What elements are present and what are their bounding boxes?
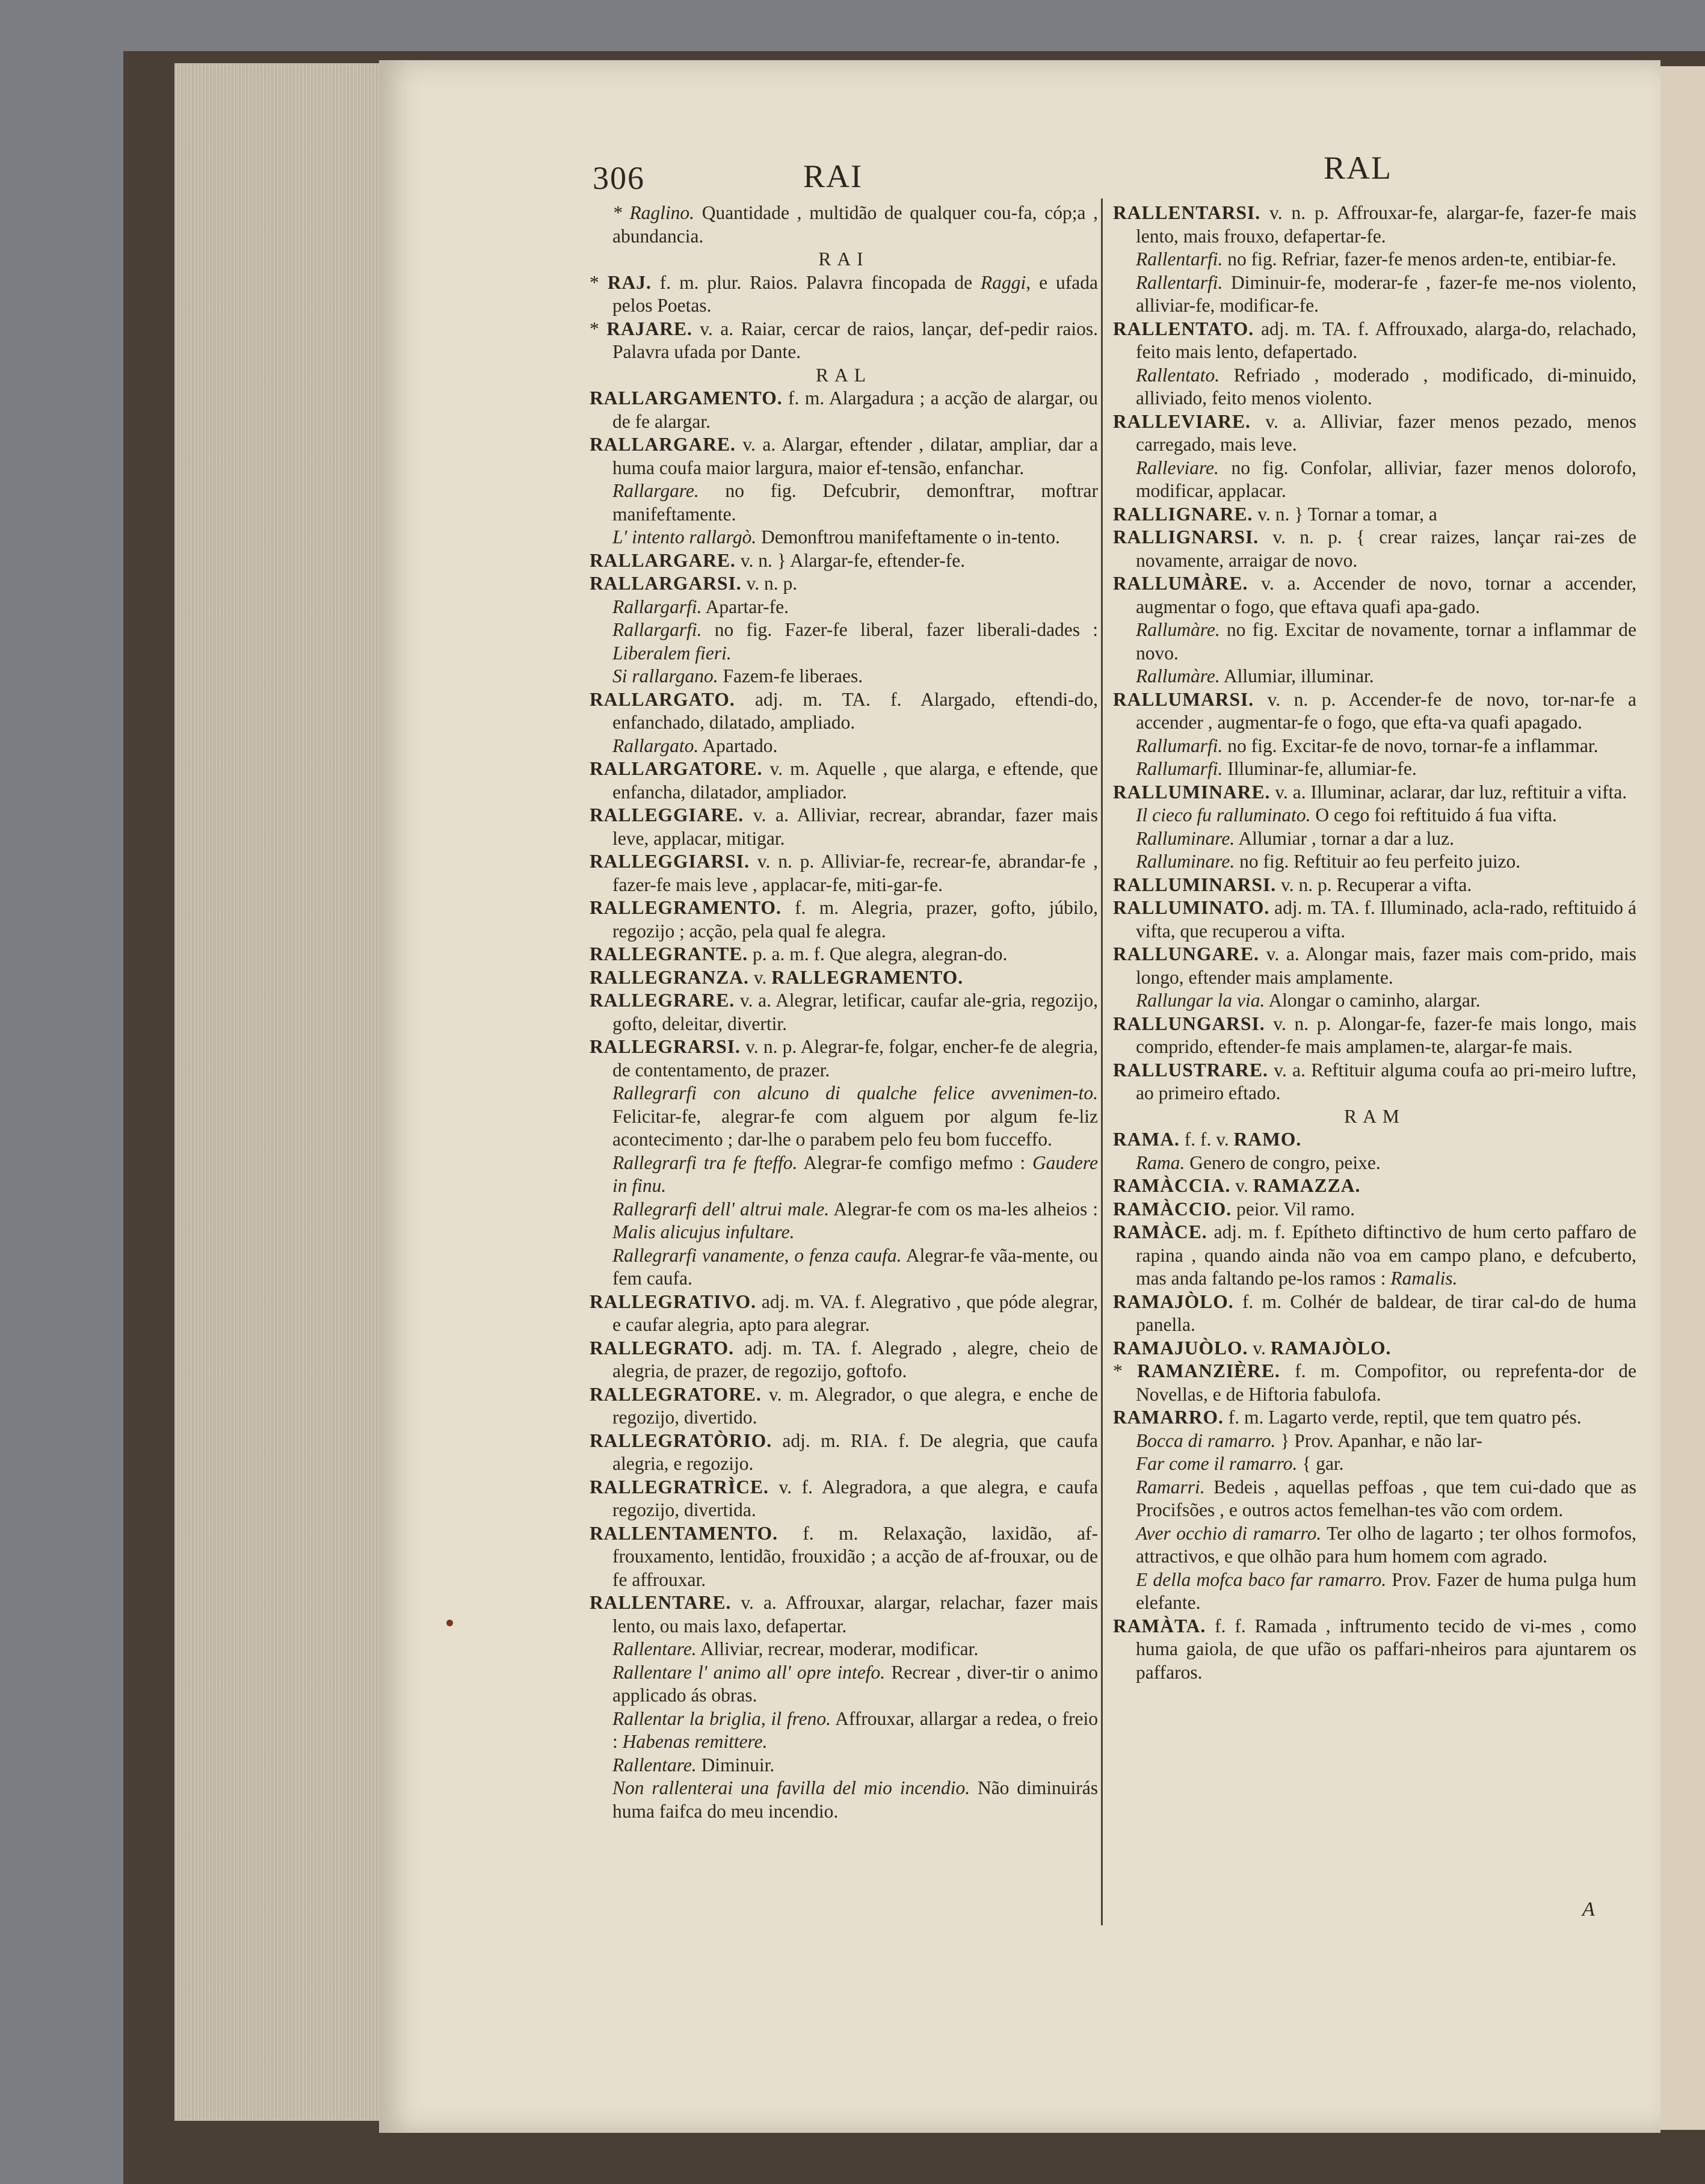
dictionary-entry [590,966,1098,990]
entry-text: f. m. Colhér de baldear, de tirar cal-do de huma panella. [1136,1291,1636,1335]
entry-text: Diminuir. [696,1754,775,1775]
entry-sense [1113,364,1636,410]
entry-text: no fig. Refriar, fazer-fe menos arden-te, entibiar-fe. [1222,248,1617,270]
entry-text: v. m. Alegrador, o que alegra, e enche de regozijo, divertido. [612,1383,1098,1428]
dictionary-entry [1113,1128,1636,1152]
dictionary-entry [1113,943,1636,989]
italic-phrase: Rallumàre. [1136,619,1220,640]
headword: RALLEGRATÒRIO. [590,1430,772,1451]
headword: RALLEGRATO. [590,1337,735,1359]
headword: RALLIGNARE. [1113,503,1253,525]
italic-phrase: Rallentarfi. [1136,271,1223,293]
headword: RALLUNGARSI. [1113,1013,1265,1034]
entry-text: * [590,271,608,293]
entry-text: * [590,318,607,339]
dictionary-entry [1113,202,1636,248]
dictionary-entry [590,688,1098,735]
entry-sense [590,665,1098,688]
entry-text: v. [1248,1337,1271,1359]
italic-phrase: Gaudere in finu. [612,1152,1098,1196]
entry-sense [590,202,1098,248]
headword: RAMARRO. [1113,1407,1224,1428]
dictionary-entry [590,1476,1098,1522]
italic-phrase: Rallargato. [612,735,699,756]
entry-text: v. a. Accender de novo, tornar a accender, augmentar o fogo, que eftava quafi apa-gado. [1136,573,1636,617]
entry-sense [1113,735,1636,758]
entry-text: Prov. Fazer de huma pulga hum elefante. [1136,1569,1636,1613]
entry-text: v. n. p. Affrouxar-fe, alargar-fe, fazer-fe mais lento, mais frouxo, defapertar-fe. [1136,202,1636,247]
entry-text: v. [748,966,772,988]
italic-phrase: Rallargarfi. [612,619,702,640]
headword: RALLUNGARE. [1113,943,1259,964]
entry-sense [1113,1452,1636,1476]
dictionary-entry [590,1383,1098,1430]
entry-text: Alongar o caminho, alargar. [1265,990,1481,1011]
ink-spot [446,1620,453,1626]
headword: RALLARGATO. [590,688,735,710]
entry-text: O cego foi reftituido á fua vifta. [1310,804,1557,825]
italic-phrase: Ralleviare. [1136,457,1219,478]
entry-sense [590,735,1098,758]
entry-text: adj. m. RIA. f. De alegria, que caufa alegria, e regozijo. [612,1430,1098,1474]
headword: RALLARGAMENTO. [590,387,783,409]
entry-text: v. n. p. Accender-fe de novo, tor-nar-fe a accender , augmentar-fe o fogo, que efta-va quafi apagado. [1136,688,1636,733]
dictionary-entry [1113,781,1636,804]
entry-sense [1113,271,1636,318]
dictionary-entry [590,271,1098,318]
headword: RAMA. [1113,1129,1180,1150]
entry-text: f. m. Compofitor, ou reprefenta-dor de Novellas, e de Hiftoria fabulofa. [1136,1360,1636,1405]
headword: RALLARGARE. [590,434,736,455]
headword: RAJARE. [606,318,692,339]
headword: RALLEGRANTE. [590,943,748,964]
headword: RALLUMINATO. [1113,897,1270,918]
entry-sense [590,1661,1098,1707]
entry-text: v. n. p. Alliviar-fe, recrear-fe, abrandar-fe , fazer-fe mais leve , applacar-fe, miti-gar-fe. [612,851,1098,895]
entry-sense [590,1638,1098,1661]
italic-phrase: Rallegrarfi dell' altrui male. [612,1198,830,1220]
entry-text: RAL [816,364,872,386]
entry-sense [590,1777,1098,1823]
entry-sense [1113,1569,1636,1615]
entry-sense [590,1707,1098,1754]
entry-sense [590,480,1098,526]
italic-phrase: E della mofca baco far ramarro. [1136,1569,1387,1590]
headword: RALLUMARSI. [1113,688,1254,710]
dictionary-entry [1113,318,1636,364]
entry-text: v. n. } Alargar-fe, eftender-fe. [735,549,966,571]
entry-text: Alegrar-fe com os ma-les alheios : [829,1198,1099,1220]
entry-text: v. m. Aquelle , que alarga, e eftende, que enfancha, dilatador, ampliador. [612,758,1098,803]
headword: RALLUMINARE. [1113,781,1271,803]
entry-text: Alliviar, recrear, moderar, modificar. [696,1638,979,1659]
dictionary-entry [1113,688,1636,735]
entry-text: no fig. Excitar-fe de novo, tornar-fe a inflammar. [1222,735,1599,756]
headword: RAJ. [607,271,652,293]
entry-sense [590,618,1098,665]
facing-page-edge [1660,66,1705,2130]
entry-text: v. a. Raiar, cercar de raios, lançar, def-pedir raios. Palavra ufada por Dante. [612,318,1099,362]
entry-text: Allumiar , tornar a dar a luz. [1235,827,1454,849]
entry-text: RAI [818,248,869,270]
dictionary-entry [590,1337,1098,1383]
entry-text: v. n. p. { crear raizes, lançar rai-zes de novamente, arraigar de novo. [1136,526,1636,571]
italic-phrase: Rallentare. [612,1638,697,1659]
headword: RALLARGARE. [590,549,736,571]
entry-text: Ter olho de lagarto ; ter olhos formofos, attractivos, e que olhão para hum homem com agrado. [1136,1522,1636,1567]
entry-text: v. a. Reftituir alguma coufa ao pri-meiro luftre, ao primeiro eftado. [1136,1059,1636,1103]
headword: RALLEGRAMENTO. [771,966,964,988]
headword: RALLEGGIARE. [590,804,744,825]
entry-text: f. m. Lagarto verde, reptil, que tem quatro pés. [1223,1407,1582,1428]
entry-text: no fig. Defcubrir, demonftrar, moftrar manifeftamente. [612,480,1098,525]
italic-phrase: Rallegrarfi con alcuno di qualche felice avvenimen-to. [612,1082,1098,1103]
dictionary-entry [1113,1291,1636,1337]
column-rule [1101,199,1103,1925]
italic-phrase: Rallegrarfi vanamente, o fenza caufa. [612,1244,902,1266]
headword: RALLEVIARE. [1113,410,1251,432]
entry-text: p. a. m. f. Que alegra, alegran-do. [748,943,1008,964]
entry-text: Bedeis , aquellas peffoas , que tem cui-dado que as Procifsões , e outros actos femelhan-tes vão com ordem. [1136,1476,1636,1520]
entry-text: v. a. Illuminar, aclarar, dar luz, reftituir a vifta. [1270,781,1627,803]
entry-text: v. n. p. Recuperar a vifta. [1276,874,1472,895]
dictionary-entry [590,1522,1098,1592]
italic-phrase: Rallentare l' animo all' opre intefo. [612,1661,886,1683]
entry-text: adj. m. TA. f. Illuminado, acla-rado, reftituido á vifta, que recuperou a vifta. [1136,897,1636,942]
entry-sense [1113,1522,1636,1569]
entry-sense [1113,457,1636,503]
headword: RALLIGNARSI. [1113,526,1259,548]
entry-sense [590,1244,1098,1291]
headword: RALLEGRATIVO. [590,1291,756,1312]
entry-text: Demonftrou manifeftamente o in-tento. [756,526,1060,548]
italic-phrase: L' intento rallargò. [612,526,757,548]
dictionary-entry [590,1430,1098,1476]
dictionary-entry [590,318,1098,364]
entry-text: f. f. v. [1179,1129,1234,1150]
italic-phrase: Il cieco fu ralluminato. [1136,804,1311,825]
headword: RALLEGRARSI. [590,1036,741,1057]
headword: RALLENTARSI. [1113,202,1261,223]
headword: RAMÀTA. [1113,1615,1206,1636]
italic-phrase: Rallargare. [612,480,699,501]
entry-text: Allumiar, illuminar. [1219,665,1374,686]
dictionary-entry [590,1035,1098,1082]
entry-text: Fazem-fe liberaes. [718,665,863,686]
entry-sense [1113,1430,1636,1453]
headword: RAMÀCCIO. [1113,1198,1232,1220]
entry-text: Affrouxar, allargar a redea, o freio : [612,1707,1099,1752]
italic-phrase: Far come il ramarro. [1136,1453,1298,1474]
section-heading [1113,1105,1636,1129]
entry-text: v. a. Affrouxar, alargar, relachar, fazer mais lento, ou mais laxo, defapertar. [612,1592,1098,1636]
entry-text: Recrear , diver-tir o animo applicado ás obras. [612,1661,1098,1706]
dictionary-entry [1113,1337,1636,1360]
headword: RALLEGRATRÌCE. [590,1476,769,1498]
headword: RAMAZZA. [1253,1175,1361,1196]
entry-sense [1113,804,1636,827]
headword: RALLENTAMENTO. [590,1522,779,1544]
entry-text: Illuminar-fe, allumiar-fe. [1222,758,1417,779]
entry-sense [590,1198,1098,1244]
italic-phrase: Ramalis. [1390,1268,1458,1289]
italic-phrase: Ralluminare. [1136,827,1235,849]
headword: RALLEGRATORE. [590,1383,762,1405]
entry-text: v. [1230,1175,1253,1196]
italic-phrase: Rallentarfi. [1136,248,1223,270]
headword: RALLEGRARE. [590,990,735,1011]
entry-text: Quantidade , multidão de qualquer cou-fa, cóp;a , abundancia. [612,202,1098,247]
italic-phrase: Bocca di ramarro. [1136,1430,1276,1451]
entry-sense [590,1754,1098,1777]
headword: RALLUMINARSI. [1113,874,1277,895]
dictionary-entry [590,387,1098,433]
entry-text: v. a. Alargar, eftender , dilatar, ampliar, dar a huma coufa maior largura, maior ef-tensão, enfanchar. [612,434,1098,478]
header-right: RAL [1324,150,1392,186]
entry-text: Alegrar-fe comfigo mefmo : [797,1152,1032,1173]
entry-text: { gar. [1297,1453,1344,1474]
entry-text: f. m. Alegria, prazer, gofto, júbilo, regozijo ; acção, pela qual fe alegra. [612,897,1098,942]
entry-text: , e ufada pelos Poetas. [612,271,1099,316]
entry-text: Alegrar-fe vãa-mente, ou fem caufa. [612,1244,1098,1289]
entry-sense [590,1152,1098,1198]
italic-phrase: Non rallenterai una favilla del mio incendio. [612,1777,970,1798]
entry-sense [1113,1152,1636,1175]
dictionary-entry [1113,1221,1636,1291]
entry-sense [1113,827,1636,851]
italic-phrase: Rallumarfi. [1136,758,1223,779]
dictionary-entry [590,943,1098,966]
italic-phrase: Rallentare. [612,1754,697,1775]
headword: RALLARGARSI. [590,573,742,594]
entry-text: * [1113,1360,1138,1381]
dictionary-entry [1113,526,1636,572]
entry-sense [1113,618,1636,665]
headword: RAMÀCCIA. [1113,1175,1231,1196]
dictionary-entry [1113,896,1636,943]
dictionary-entry [1113,1198,1636,1221]
dictionary-entry [590,1591,1098,1638]
entry-text: v. a. Alongar mais, fazer mais com-prido, mais longo, eftender mais amplamente. [1136,943,1636,988]
entry-text: v. n. } Tornar a tomar, a [1253,503,1437,525]
dictionary-entry [590,804,1098,850]
entry-text: v. a. Alliviar, recrear, abrandar, fazer mais leve, applacar, mitigar. [612,804,1098,849]
dictionary-entry [590,896,1098,943]
right-column [1113,202,1636,1684]
italic-phrase: Si rallargano. [612,665,718,686]
italic-phrase: Malis alicujus infultare. [612,1221,795,1242]
italic-phrase: Rallentato. [1136,364,1220,386]
section-heading [590,248,1098,271]
dictionary-entry [1113,1360,1636,1406]
entry-text: Genero de congro, peixe. [1185,1152,1381,1173]
dictionary-entry [1113,572,1636,618]
entry-text: f. m. Alargadura ; a acção de alargar, ou de fe alargar. [612,387,1098,432]
entry-sense [1113,850,1636,874]
dictionary-entry [590,1291,1098,1337]
entry-sense [1113,757,1636,781]
entry-text: Apartar-fe. [701,596,789,617]
entry-text: Diminuir-fe, moderar-fe , fazer-fe me-nos violento, alliviar-fe, modificar-fe. [1136,271,1636,316]
section-heading [590,364,1098,387]
entry-text: v. n. p. Alongar-fe, fazer-fe mais longo, mais comprido, eftender-fe mais amplamen-te, alargar-fe mais. [1136,1013,1636,1057]
headword: RAMANZIÈRE. [1137,1360,1280,1381]
headword: RAMÀCE. [1113,1221,1207,1242]
entry-text: } Prov. Apanhar, e não lar- [1275,1430,1483,1451]
entry-sense [1113,989,1636,1013]
entry-text: adj. m. VA. f. Alegrativo , que póde alegrar, e caufar alegria, apto para alegrar. [612,1291,1098,1335]
page-edges [174,63,379,2121]
dictionary-entry [1113,410,1636,457]
entry-text: f. m. plur. Raios. Palavra fincopada de [651,271,981,293]
headword: RALLEGRANZA. [590,966,749,988]
dictionary-entry [590,989,1098,1035]
italic-phrase: Rama. [1136,1152,1185,1173]
headword: RALLENTARE. [590,1592,732,1613]
italic-phrase: Ralluminare. [1136,851,1235,872]
headword: RALLEGGIARSI. [590,851,750,872]
dictionary-entry [1113,1406,1636,1430]
entry-text: Apartado. [698,735,778,756]
italic-phrase: * Raglino. [612,202,695,223]
italic-phrase: Habenas remittere. [622,1731,768,1752]
catchword: A [1582,1898,1595,1920]
italic-phrase: Liberalem fieri. [612,642,732,664]
dictionary-entry [1113,1615,1636,1685]
headword: RALLENTATO. [1113,318,1254,339]
italic-phrase: Rallumàre. [1136,665,1220,686]
entry-text: no fig. Fazer-fe liberal, fazer liberali-dades : [701,619,1098,640]
dictionary-entry [1113,1174,1636,1198]
italic-phrase: Rallungar la via. [1136,990,1265,1011]
headword: RAMAJUÒLO. [1113,1337,1248,1359]
dictionary-entry [1113,1059,1636,1105]
dictionary-entry [590,433,1098,480]
entry-text: v. f. Alegradora, a que alegra, e caufa regozijo, divertida. [612,1476,1098,1520]
entry-sense [1113,665,1636,688]
dictionary-entry [1113,503,1636,526]
entry-sense [590,1082,1098,1152]
headword: RAMAJÒLO. [1113,1291,1234,1312]
entry-text: no fig. Confolar, alliviar, fazer menos dolorofo, modificar, applacar. [1136,457,1636,501]
entry-text: f. f. Ramada , inftrumento tecido de vi-mes , como huma gaiola, de que ufão os paffari-nheiros para ajuntarem os paffaros. [1136,1615,1636,1683]
header-left: RAI [803,158,863,194]
headword: RALLUSTRARE. [1113,1059,1268,1081]
italic-phrase: Ramarri. [1136,1476,1205,1498]
headword: RAMO. [1233,1129,1302,1150]
italic-phrase: Rallegrarfi tra fe fteffo. [612,1152,798,1173]
entry-text: adj. m. TA. f. Affrouxado, alarga-do, relachado, feito mais lento, defapertado. [1136,318,1636,362]
italic-phrase: Aver occhio di ramarro. [1136,1522,1322,1544]
dictionary-entry [1113,1013,1636,1059]
entry-sense [590,526,1098,549]
page-number: 306 [593,160,645,196]
entry-text: v. a. Alegrar, letificar, caufar ale-gria, regozijo, gofto, deleitar, divertir. [612,990,1098,1034]
dictionary-entry [590,757,1098,804]
entry-text: peior. Vil ramo. [1232,1198,1355,1220]
entry-sense [1113,1476,1636,1522]
entry-text: adj. m. TA. f. Alegrado , alegre, cheio de alegria, de prazer, de regozijo, goftofo. [612,1337,1098,1381]
entry-text: Não diminuirás huma faifca do meu incendio. [612,1777,1099,1822]
dictionary-entry [590,572,1098,596]
entry-text: no fig. Excitar de novamente, tornar a inflammar de novo. [1136,619,1636,664]
entry-text: Refriado , moderado , modificado, di-minuido, alliviado, feito menos violento. [1136,364,1636,409]
entry-text: no fig. Reftituir ao feu perfeito juizo. [1235,851,1521,872]
entry-sense [1113,248,1636,271]
italic-phrase: Rallumarfi. [1136,735,1223,756]
headword: RALLUMÀRE. [1113,573,1248,594]
entry-text: v. a. Alliviar, fazer menos pezado, menos carregado, mais leve. [1136,410,1636,455]
italic-phrase: Raggi [981,271,1026,293]
entry-text: RAM [1344,1105,1405,1127]
headword: RALLARGATORE. [590,758,763,779]
dictionary-entry [1113,874,1636,897]
entry-text: adj. m. TA. f. Alargado, eftendi-do, enfanchado, dilatado, ampliado. [612,688,1098,733]
dictionary-entry [590,850,1098,896]
dictionary-entry [590,549,1098,573]
entry-text: f. m. Relaxação, laxidão, af-frouxamento, lentidão, frouxidão ; a acção de af-frouxar, ou de fe affrouxar. [612,1522,1098,1590]
italic-phrase: Rallargarfi. [612,596,702,617]
italic-phrase: Rallentar la briglia, il freno. [612,1707,831,1729]
entry-text: adj. m. f. Epítheto diftinctivo de hum certo paffaro de rapina , quando ainda não voa em campo plano, e defcuberto, mas anda faltando pe-los ramos : [1136,1221,1636,1289]
entry-text: v. n. p. Alegrar-fe, folgar, encher-fe de alegria, de contentamento, de prazer. [612,1036,1098,1081]
left-column [590,202,1098,1823]
headword: RALLEGRAMENTO. [590,897,782,918]
entry-text: v. n. p. [741,573,798,594]
headword: RAMAJÒLO. [1270,1337,1392,1359]
entry-sense [590,596,1098,619]
entry-text: Felicitar-fe, alegrar-fe com alguem por algum fe-liz acontecimento ; dar-lhe o parabem pelo feu bom fucceffo. [612,1105,1098,1150]
